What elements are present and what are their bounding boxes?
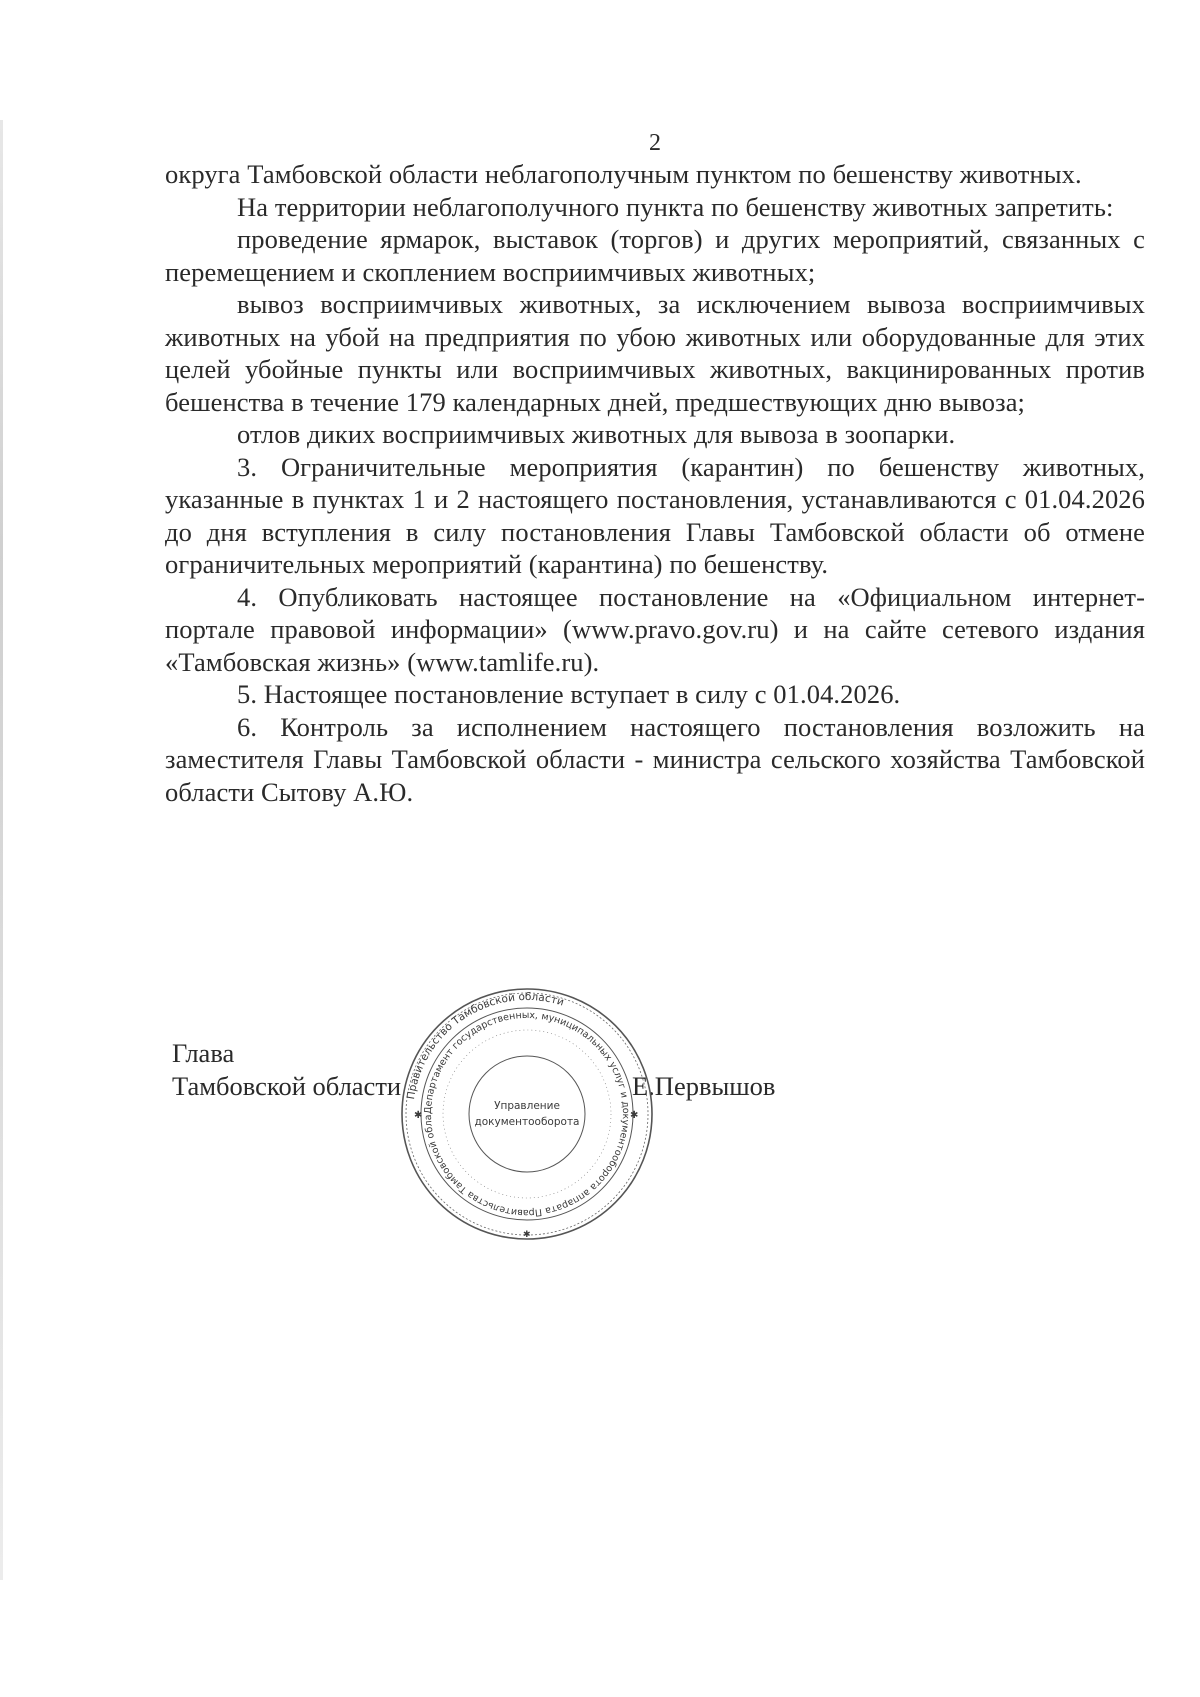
paragraph-fairs: проведение ярмарок, выставок (торгов) и других мероприятий, связанных с перемещением и скоплением восприимчивых животных;: [165, 224, 1145, 287]
signature-title-line-1: Глава: [172, 1038, 235, 1068]
paragraph-export: вывоз восприимчивых животных, за исключением вывоза восприимчивых животных на убой на предприятия по убою животных или оборудованные для этих целей убойные пункты или восприимчивых животных, вакцинированных против бешенства в течение 179 календарных дней, предшествующих дню вывоза;: [165, 289, 1145, 417]
stamp-center-line-2: документооборота: [474, 1116, 580, 1128]
official-stamp: [398, 985, 656, 1243]
paragraph-wild-capture: отлов диких восприимчивых животных для вывоза в зоопарки.: [237, 419, 956, 449]
paragraph-continuation: округа Тамбовской области неблагополучным пунктом по бешенству животных.: [165, 159, 1082, 189]
signatory-name: Е.Первышов: [632, 1070, 776, 1101]
paragraph-item-6: 6. Контроль за исполнением настоящего постановления возложить на заместителя Главы Тамбовской области - министра сельского хозяйства Тамбовской области Сытову А.Ю.: [165, 711, 1145, 807]
stamp-center-line-1: Управление: [494, 1100, 560, 1112]
scan-edge: [0, 120, 3, 1580]
stamp-star-bottom: ✱: [523, 1230, 531, 1240]
document-body: [165, 158, 1145, 808]
stamp-star-right: ✱: [630, 1110, 639, 1121]
stamp-inner-ring-text: Департамент государственных, муниципальных услуг и документооборота аппарата Правительства Тамбовской обла: [422, 1009, 632, 1219]
paragraph-prohibit-intro: На территории неблагополучного пункта по бешенству животных запретить:: [237, 191, 1114, 222]
paragraph-item-4: 4. Опубликовать настоящее постановление на «Официальном интернет-портале правовой информации» (www.pravo.gov.ru) и на сайте сетевого издания «Тамбовская жизнь» (www.tamlife.ru).: [165, 581, 1145, 677]
stamp-star-left: ✱: [414, 1110, 423, 1121]
stamp-graphic: [398, 985, 656, 1243]
page-number: 2: [649, 130, 661, 156]
signature-title-line-2: Тамбовской области: [172, 1070, 402, 1101]
stamp-outer-ring-text: Правительство Тамбовской области: [404, 990, 566, 1101]
paragraph-item-3: 3. Ограничительные мероприятия (карантин) по бешенству животных, указанные в пунктах 1 и 2 настоящего постановления, устанавливаются с 01.04.2026 до дня вступления в силу постановления Главы Тамбовской области об отмене ограничительных мероприятий (карантина) по бешенству.: [165, 451, 1145, 579]
paragraph-item-5: 5. Настоящее постановление вступает в силу с 01.04.2026.: [237, 679, 901, 709]
